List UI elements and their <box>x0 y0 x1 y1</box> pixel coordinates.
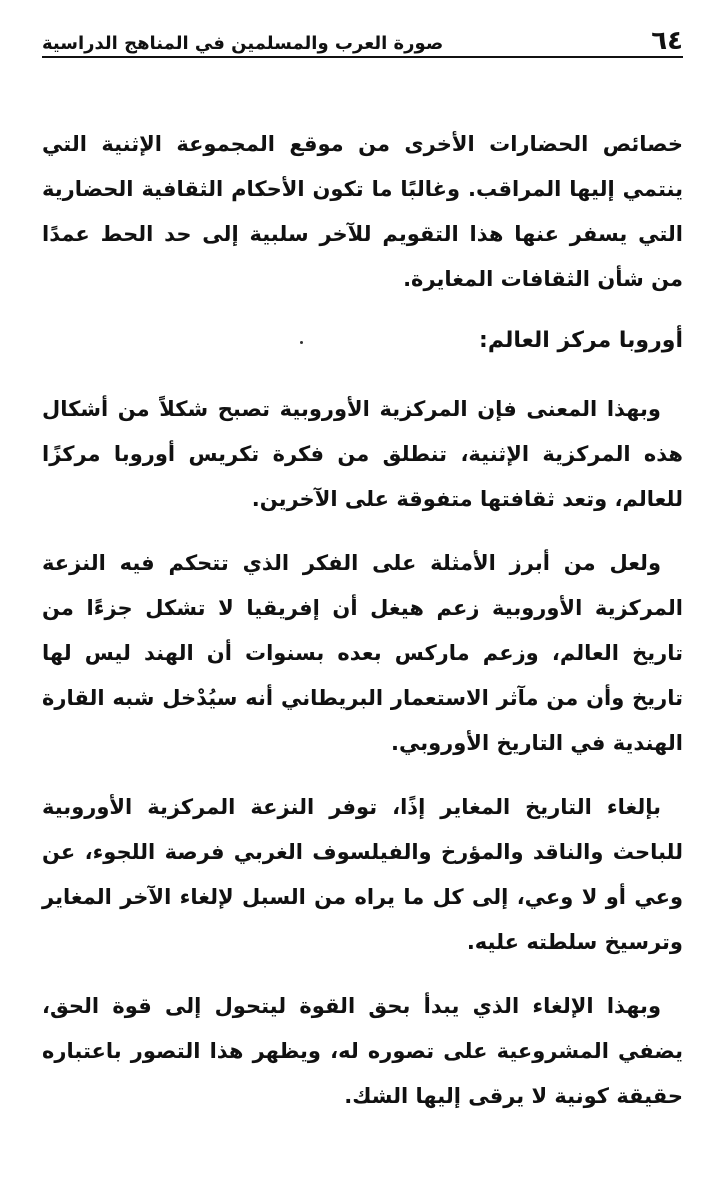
paragraph-1: خصائص الحضارات الأخرى من موقع المجموعة الإثنية التي ينتمي إليها المراقب. وغالبًا ما تكون الأحكام الثقافية الحضارية التي يسفر عنها هذا التقويم للآخر سلبية إلى حد الحط عمدًا من شأن الثقافات المغايرة. <box>42 132 683 291</box>
running-title: صورة العرب والمسلمين في المناهج الدراسية <box>42 33 444 54</box>
paragraph-3: ولعل من أبرز الأمثلة على الفكر الذي تتحكم فيه النزعة المركزية الأوروبية زعم هيغل أن إفريقيا لا تشكل جزءًا من تاريخ العالم، وزعم ماركس بعده بسنوات أن الهند ليس لها تاريخ وأن من مآثر الاستعمار البريطاني أنه سيُدْخل شبه القارة الهندية في التاريخ الأوروبي. <box>42 551 683 755</box>
print-speck <box>300 341 303 344</box>
paragraph-5: وبهذا الإلغاء الذي يبدأ بحق القوة ليتحول إلى قوة الحق، يضفي المشروعية على تصوره له، ويظهر هذا التصور باعتباره حقيقة كونية لا يرقى إليها الشك. <box>42 994 683 1108</box>
paragraph-2: وبهذا المعنى فإن المركزية الأوروبية تصبح شكلاً من أشكال هذه المركزية الإثنية، تنطلق من فكرة تكريس أوروبا مركزًا للعالم، وتعد ثقافتها متفوقة على الآخرين. <box>42 397 683 511</box>
paragraph-4: بإلغاء التاريخ المغاير إذًا، توفر النزعة المركزية الأوروبية للباحث والناقد والمؤرخ والفيلسوف الغربي فرصة اللجوء، عن وعي أو لا وعي، إلى كل ما يراه من السبل لإلغاء الآخر المغاير وترسيخ سلطته عليه. <box>42 795 683 954</box>
body-text <box>42 122 683 1119</box>
page-number: ٦٤ <box>651 26 683 56</box>
running-header <box>42 18 683 58</box>
section-heading: أوروبا مركز العالم: <box>479 328 683 353</box>
